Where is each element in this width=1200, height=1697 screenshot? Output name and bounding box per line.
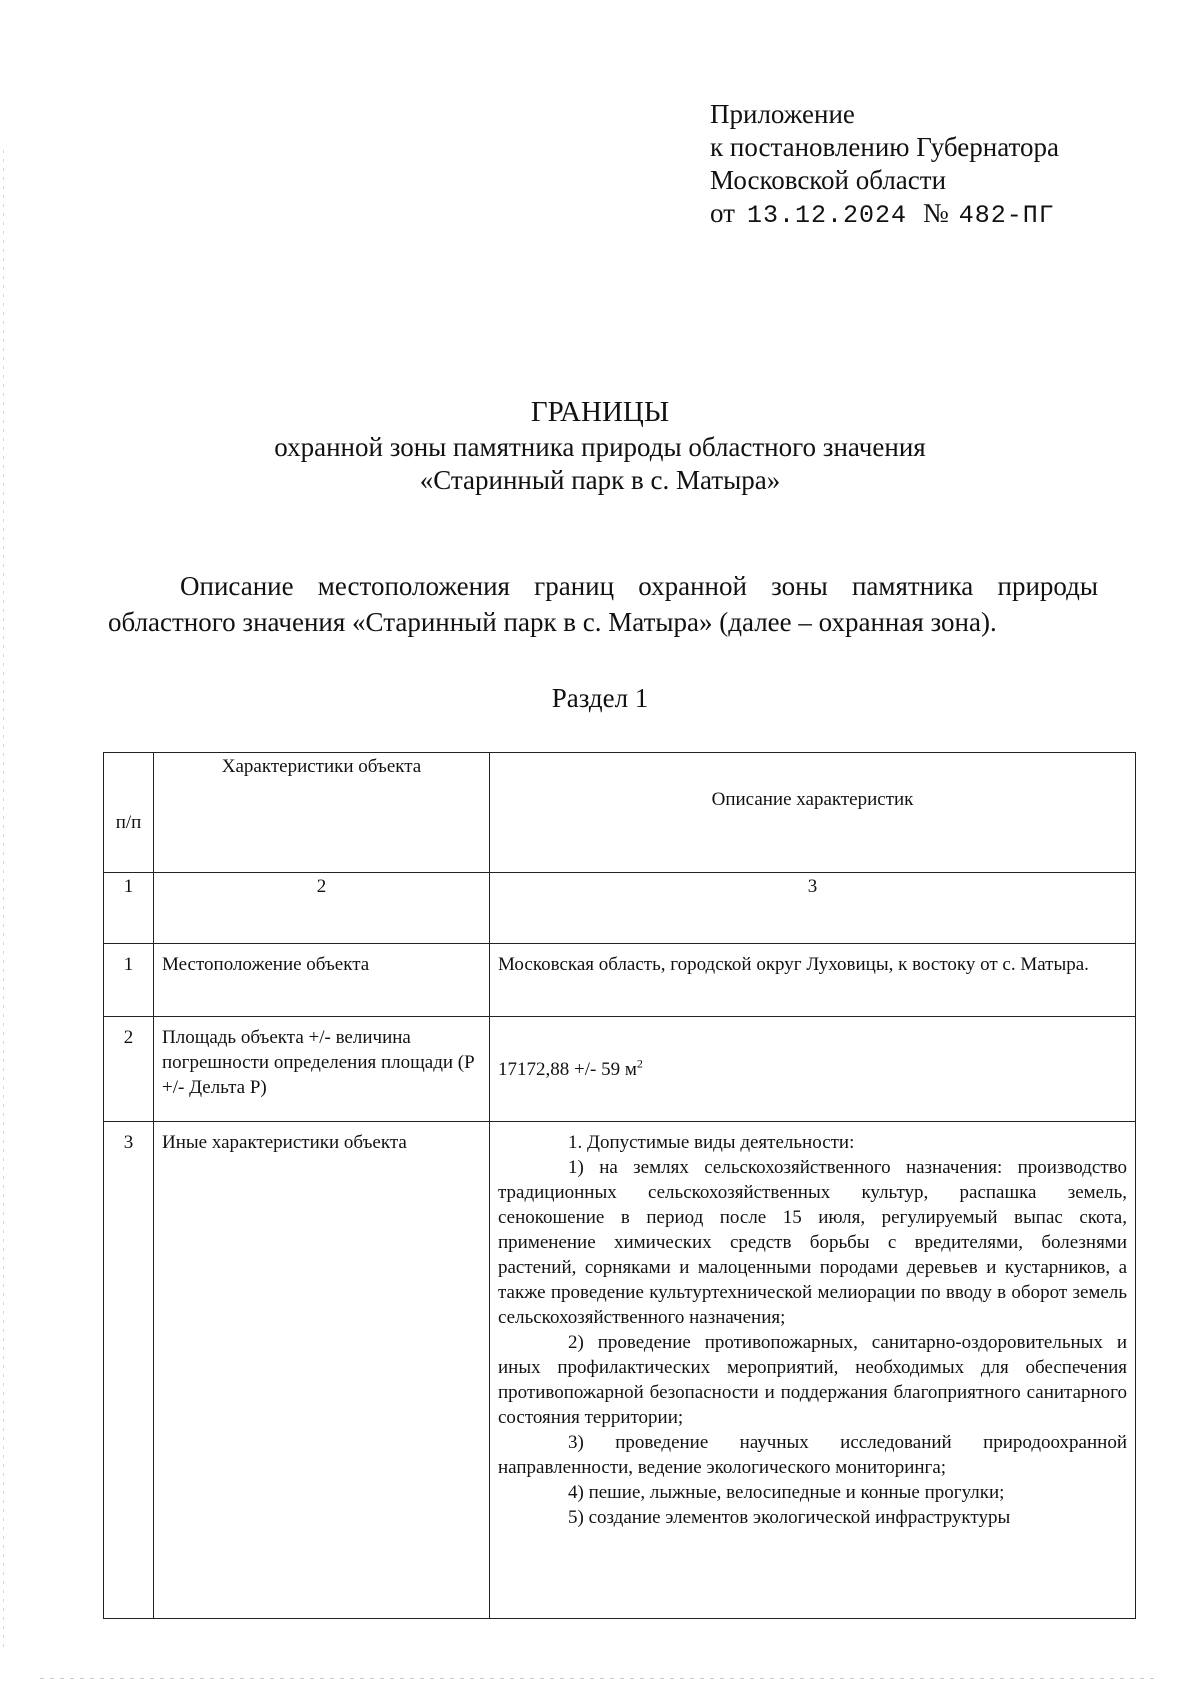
appendix-ot: от	[710, 198, 735, 228]
area-unit-superscript: 2	[636, 1056, 643, 1071]
document-title	[0, 396, 1200, 497]
title-main: ГРАНИЦЫ	[530, 396, 670, 428]
appendix-date-line	[710, 197, 1059, 232]
table-row	[104, 1017, 1136, 1122]
appendix-date: 13.12.2024	[746, 201, 907, 230]
intro-paragraph: Описание местоположения границ охранной зоны памятника природы областного значения «Старинный парк в с. Матыра» (далее – охранная зона).	[108, 571, 1098, 637]
appendix-line-2: к постановлению Губернатора	[710, 132, 1059, 162]
row-description: Московская область, городской округ Луховицы, к востоку от с. Матыра.	[490, 944, 1136, 1017]
paragraph-item-5: 5) создание элементов экологической инфраструктуры	[568, 1507, 1011, 1528]
row-characteristic: Местоположение объекта	[154, 944, 490, 1017]
title-line-2: «Старинный парк в с. Матыра»	[419, 465, 781, 495]
paragraph-item-2: 2) проведение противопожарных, санитарно-оздоровительных и иных профилактических мероприятий, необходимых для обеспечения противопожарной безопасности и поддержания благоприятного санитарного состояния территории;	[498, 1332, 1127, 1428]
header-description: Описание характеристик	[490, 753, 1136, 873]
appendix-block	[710, 98, 1059, 232]
title-line-1: охранной зоны памятника природы областного значения	[274, 432, 926, 462]
appendix-line-1: Приложение	[710, 99, 855, 129]
header-num: п/п	[104, 753, 154, 873]
appendix-number: 482-ПГ	[958, 201, 1055, 230]
table-header-row	[104, 753, 1136, 873]
row-number: 1	[104, 944, 154, 1017]
appendix-line-3: Московской области	[710, 165, 947, 195]
scan-edge-left	[3, 150, 4, 1650]
row-description	[490, 1122, 1136, 1619]
row-characteristic: Иные характеристики объекта	[154, 1122, 490, 1619]
paragraph-item-3: 3) проведение научных исследований природоохранной направленности, ведение экологического мониторинга;	[498, 1432, 1127, 1478]
paragraph-item-1: 1) на землях сельскохозяйственного назначения: производство традиционных сельскохозяйственных культур, распашка земель, сенокошение в период после 15 июля, регулируемый выпас скота, применение химических средств борьбы с вредителями, болезнями растений, сорняками и малоценными породами деревьев и кустарников, а также проведение культуртехнической мелиорации по вводу в оборот земель сельскохозяйственного назначения;	[498, 1157, 1127, 1328]
paragraph-item-4: 4) пешие, лыжные, велосипедные и конные прогулки;	[568, 1482, 1005, 1503]
row-description	[490, 1017, 1136, 1122]
index-cell-1: 1	[104, 873, 154, 944]
header-characteristics: Характеристики объекта	[154, 753, 490, 873]
index-cell-2: 2	[154, 873, 490, 944]
characteristics-table	[103, 752, 1136, 1619]
table-index-row	[104, 873, 1136, 944]
scan-edge-bottom	[40, 1678, 1160, 1679]
section-title: Раздел 1	[551, 683, 649, 713]
paragraph-permitted-activities: 1. Допустимые виды деятельности:	[568, 1132, 855, 1153]
row-characteristic: Площадь объекта +/- величина погрешности определения площади (Р +/- Дельта Р)	[154, 1017, 490, 1122]
index-cell-3: 3	[490, 873, 1136, 944]
table-row	[104, 944, 1136, 1017]
row-number: 2	[104, 1017, 154, 1122]
area-value: 17172,88 +/- 59 м	[498, 1058, 637, 1080]
row-number: 3	[104, 1122, 154, 1619]
appendix-num-sign: №	[922, 198, 949, 228]
table-row	[104, 1122, 1136, 1619]
